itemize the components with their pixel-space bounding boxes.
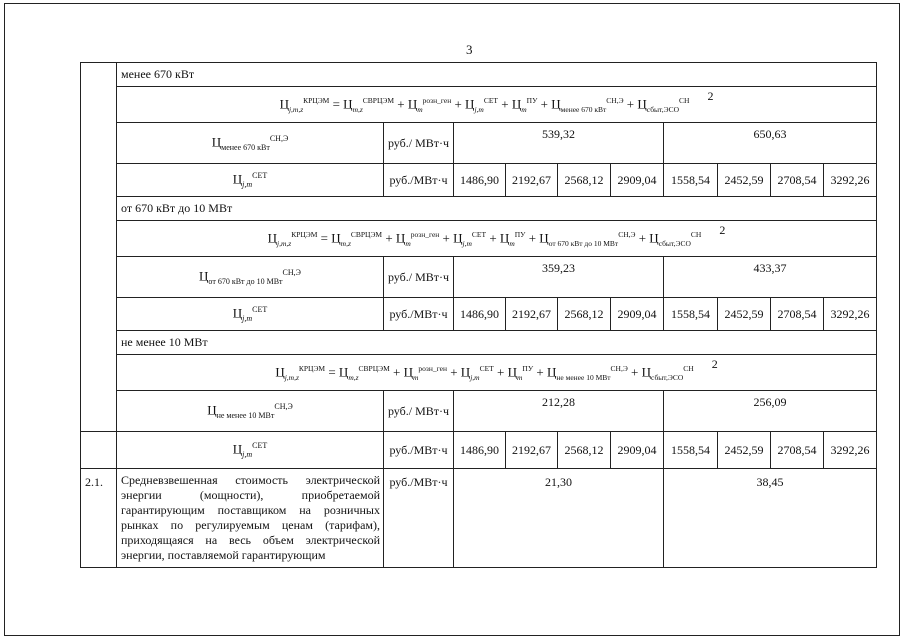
row-2-1-description: Средневзвешенная стоимость электрической энергии (мощности), приобретаемой гарантирующим поставщиком на розничных рынках по регулируемым ценам (тарифам), приходящаяся на весь объем электрической энергии, поставляемой гарантирующим [116,468,384,568]
net-unit-3: руб./МВт·ч [383,431,454,469]
group3-unit: руб./ МВт·ч [383,390,454,432]
net-value: 2568,12 [557,163,611,197]
formula-text: $Ц_{j,m,z}^{КРЦЭМ} = Ц_{m,z}^{СВРЦЭМ} + Ц_m^{розн\_ген} + Ц_{j,m}^{СЕТ} + Ц_m^{ПУ} + Ц_{не менее 10 МВт}^{СН,Э} + Ц_{сбыт,ЭСО}^{СН}$ [275,363,694,382]
net-value: 2909,04 [610,163,664,197]
group2-value-a: 359,23 [453,256,664,298]
net-value: 2909,04 [610,297,664,331]
page-number: 3 [466,42,473,57]
group2-unit: руб./ МВт·ч [383,256,454,298]
net-unit-2: руб./МВт·ч [383,297,454,331]
group3-value-a: 212,28 [453,390,664,432]
group3-value-b: 256,09 [663,390,877,432]
group3-param: $Ц_{не менее 10 МВт}^{СН,Э}$ [116,390,384,432]
net-value: 2192,67 [505,163,558,197]
group2-formula [116,220,877,257]
net-param-3: $Ц_{j,m}^{СЕТ}$ [116,431,384,469]
group1-unit: руб./ МВт·ч [383,122,454,164]
group1-param: $Ц_{менее 670 кВт}^{СН,Э}$ [116,122,384,164]
net-value: 2708,54 [770,163,824,197]
net-value: 3292,26 [823,163,877,197]
formula-exponent: 2 [719,223,726,237]
net-value: 1558,54 [663,297,718,331]
group2-title: от 670 кВт до 10 МВт [116,196,877,221]
formula-exponent: 2 [711,357,718,371]
group2-value-b: 433,37 [663,256,877,298]
net-value: 2452,59 [717,163,771,197]
row-number: 2.1. [80,468,117,568]
net-value: 2568,12 [557,297,611,331]
net-param-2: $Ц_{j,m}^{СЕТ}$ [116,297,384,331]
group2-param: $Ц_{от 670 кВт до 10 МВт}^{СН,Э}$ [116,256,384,298]
net-value: 2452,59 [717,431,771,469]
net-value: 1486,90 [453,431,506,469]
net-value: 1486,90 [453,297,506,331]
net-value: 2708,54 [770,297,824,331]
net-value: 2192,67 [505,297,558,331]
group1-value-a: 539,32 [453,122,664,164]
net-value: 2708,54 [770,431,824,469]
group1-formula [116,86,877,123]
net-unit-1: руб./МВт·ч [383,163,454,197]
net-value: 1486,90 [453,163,506,197]
formula-exponent: 2 [707,89,714,103]
group1-value-b: 650,63 [663,122,877,164]
number-cell-empty-2 [80,431,117,469]
number-cell-empty [80,62,117,432]
formula-text: $Ц_{j,m,z}^{КРЦЭМ} = Ц_{m,z}^{СВРЦЭМ} + Ц_m^{розн\_ген} + Ц_{j,m}^{СЕТ} + Ц_m^{ПУ} + Ц_{от 670 кВт до 10 МВт}^{СН,Э} + Ц_{сбыт,ЭСО}^{СН}$ [267,229,702,248]
net-value: 1558,54 [663,163,718,197]
group3-title: не менее 10 МВт [116,330,877,355]
net-param-1: $Ц_{j,m}^{СЕТ}$ [116,163,384,197]
group3-formula [116,354,877,391]
net-value: 2568,12 [557,431,611,469]
row-2-1-value-a: 21,30 [453,468,664,568]
group1-title: менее 670 кВт [116,62,877,87]
row-2-1-value-b: 38,45 [663,468,877,568]
formula-text: $Ц_{j,m,z}^{КРЦЭМ} = Ц_{m,z}^{СВРЦЭМ} + Ц_m^{розн\_ген} + Ц_{j,m}^{СЕТ} + Ц_m^{ПУ} + Ц_{менее 670 кВт}^{СН,Э} + Ц_{сбыт,ЭСО}^{СН}$ [279,95,690,114]
net-value: 2192,67 [505,431,558,469]
net-value: 3292,26 [823,297,877,331]
net-value: 1558,54 [663,431,718,469]
net-value: 2452,59 [717,297,771,331]
row-2-1-unit: руб./МВт·ч [383,468,454,568]
net-value: 2909,04 [610,431,664,469]
net-value: 3292,26 [823,431,877,469]
